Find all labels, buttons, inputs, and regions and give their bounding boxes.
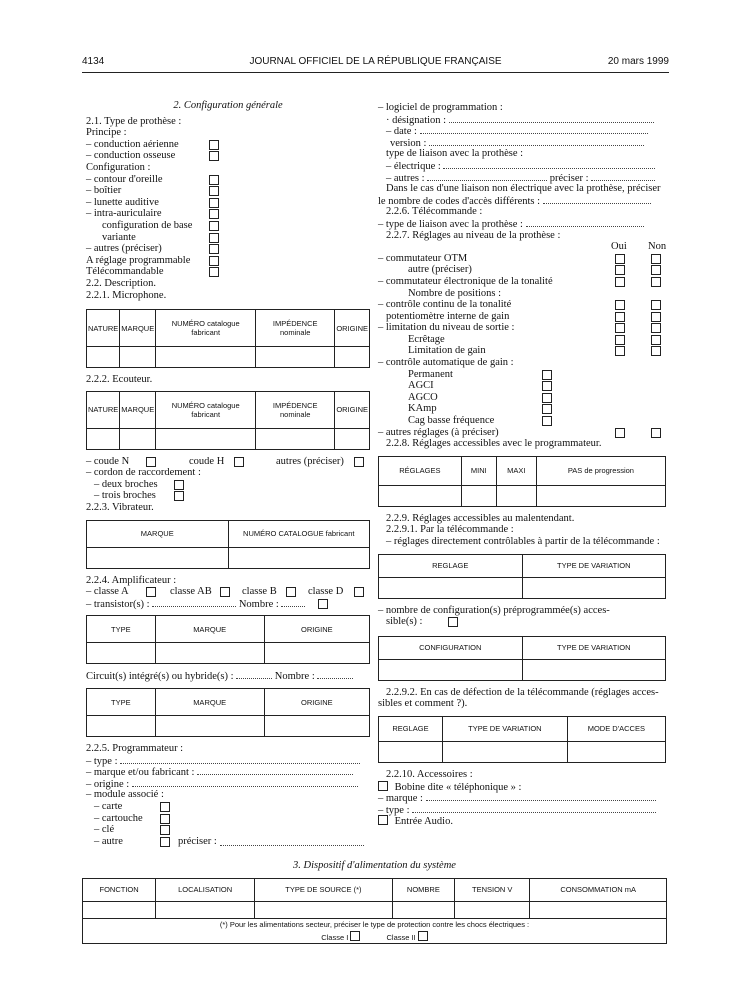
reglages-directs-label: – réglages directement contrôlables à partir de la télécommande :: [386, 536, 660, 547]
table-header: TYPE: [87, 616, 156, 643]
dans-cas-line2: le nombre de codes d'accès différents :: [378, 195, 541, 207]
classe-ab-checkbox[interactable]: [220, 587, 230, 597]
bobine-marque-field[interactable]: [426, 792, 656, 801]
ecouteur-table: [86, 391, 370, 450]
cag-label: – contrôle automatique de gain :: [378, 357, 514, 369]
classe-b-checkbox[interactable]: [286, 587, 296, 597]
table-cell[interactable]: [87, 547, 229, 568]
trois-broches-checkbox[interactable]: [174, 491, 184, 501]
oui-label: Oui: [611, 241, 627, 253]
coude-h-checkbox[interactable]: [234, 457, 244, 467]
table-cell[interactable]: [379, 485, 462, 506]
otm-autre-oui-checkbox[interactable]: [615, 265, 625, 275]
boitier-label: – boîtier: [86, 185, 122, 197]
table-cell[interactable]: [496, 485, 536, 506]
otm-non-checkbox[interactable]: [651, 254, 661, 264]
table-header: ORIGINE: [264, 689, 369, 716]
designation-label: · désignation :: [386, 114, 447, 126]
cag-bf-label: Cag basse fréquence: [408, 415, 495, 427]
liaison-preciser-label: préciser :: [549, 172, 589, 184]
table-header: IMPÉDENCE nominale: [256, 310, 335, 347]
cag-bf-checkbox[interactable]: [542, 416, 552, 426]
table-cell[interactable]: [87, 428, 120, 449]
table-header: MAXI: [496, 456, 536, 485]
bobine-marque-label: – marque :: [378, 793, 423, 805]
heading-2-2-7: 2.2.7. Réglages au niveau de la prothèse :: [386, 229, 561, 241]
reglage-prog-label: A réglage programmable: [86, 254, 191, 266]
module-label: – module associé :: [86, 789, 164, 801]
electrique-label: – électrique :: [386, 160, 441, 172]
telecommandable-checkbox[interactable]: [209, 267, 219, 277]
table-cell[interactable]: [256, 347, 335, 368]
nb-config-checkbox[interactable]: [448, 617, 458, 627]
table-header: NOMBRE: [392, 878, 454, 901]
transistors-checkbox[interactable]: [318, 599, 328, 609]
table-header: MARQUE: [155, 616, 264, 643]
otm-autre-non-checkbox[interactable]: [651, 265, 661, 275]
entree-audio-label: Entrée Audio.: [394, 816, 453, 828]
heading-2-2-4: 2.2.4. Amplificateur :: [86, 574, 177, 586]
prog-origine-label: – origine :: [86, 778, 130, 790]
table-cell[interactable]: [156, 428, 256, 449]
contour-label: – contour d'oreille: [86, 173, 163, 185]
table-header: TYPE DE SOURCE (*): [255, 878, 393, 901]
ecouteur-table-wrap: [86, 391, 370, 450]
heading-2-2-9-2-b: sibles et comment ?).: [378, 698, 468, 710]
limit-gain-label: Limitation de gain: [408, 345, 486, 357]
nb-config-line1: – nombre de configuration(s) préprogrammée(s) acces-: [378, 604, 610, 616]
deux-broches-label: – deux broches: [94, 478, 158, 490]
table-header: TYPE DE VARIATION: [443, 716, 568, 741]
defection-table: [378, 716, 666, 763]
electrique-field[interactable]: [443, 160, 655, 169]
telecommandable-label: Télécommandable: [86, 266, 164, 278]
table-header: TENSION V: [455, 878, 530, 901]
designation-field[interactable]: [449, 114, 654, 123]
ecretage-label: Ecrêtage: [408, 333, 445, 345]
table-cell[interactable]: [335, 347, 370, 368]
aerienne-checkbox[interactable]: [209, 140, 219, 150]
table-header: FONCTION: [83, 878, 156, 901]
table-header: REGLAGE: [379, 716, 443, 741]
footnote-text: (*) Pour les alimentations secteur, préciser le type de protection contre les chocs électriques :: [219, 919, 530, 929]
controle-oui-checkbox[interactable]: [615, 300, 625, 310]
autres-label: – autres (préciser): [86, 243, 162, 255]
defection-table-wrap: [378, 716, 666, 763]
principe-label: Principe :: [86, 127, 127, 139]
heading-2-2-2: 2.2.2. Ecouteur.: [86, 374, 153, 386]
autre-label: – autre: [94, 835, 123, 847]
table-header: MARQUE: [120, 310, 156, 347]
table-cell[interactable]: [392, 901, 454, 918]
coude-n-checkbox[interactable]: [146, 457, 156, 467]
autres-checkbox[interactable]: [209, 244, 219, 254]
alimentation-footnote: [83, 918, 667, 943]
table-cell[interactable]: [264, 716, 369, 737]
carte-label: – carte: [94, 801, 123, 812]
table-cell[interactable]: [83, 901, 156, 918]
table-cell[interactable]: [156, 901, 255, 918]
bobine-type-label: – type :: [378, 804, 410, 816]
table-cell[interactable]: [455, 901, 530, 918]
table-cell[interactable]: [156, 347, 256, 368]
alimentation-table-wrap: [82, 878, 667, 944]
nb-positions-label: Nombre de positions :: [408, 287, 502, 299]
heading-2-2: 2.2. Description.: [86, 277, 156, 289]
prog-origine-field[interactable]: [132, 778, 358, 787]
section-2-title: 2. Configuration générale: [173, 100, 283, 111]
logiciel-label: – logiciel de programmation :: [378, 102, 503, 113]
table-cell[interactable]: [155, 716, 264, 737]
table-header: ORIGINE: [335, 310, 370, 347]
table-cell[interactable]: [228, 547, 370, 568]
agco-label: AGCO: [408, 391, 438, 403]
intra-label: – intra-auriculaire: [86, 208, 162, 220]
osseuse-checkbox[interactable]: [209, 151, 219, 161]
cordon-label: – cordon de raccordement :: [86, 467, 201, 479]
agco-checkbox[interactable]: [542, 393, 552, 403]
table-header: MINI: [461, 456, 496, 485]
configuration-label: Configuration :: [86, 161, 151, 173]
heading-2-2-9: 2.2.9. Réglages accessibles au malentendant.: [386, 512, 575, 524]
permanent-label: Permanent: [408, 368, 453, 380]
autre-preciser-label: préciser :: [178, 835, 217, 847]
table-cell[interactable]: [120, 428, 156, 449]
journal-title: JOURNAL OFFICIEL DE LA RÉPUBLIQUE FRANÇAISE: [249, 56, 502, 67]
base-checkbox[interactable]: [209, 221, 219, 231]
classe-d-label: classe D: [308, 586, 344, 598]
classe-a-label: – classe A: [86, 586, 129, 598]
table-header: REGLAGE: [379, 554, 523, 577]
autre-preciser-field[interactable]: [220, 837, 364, 846]
table-cell[interactable]: [120, 347, 156, 368]
heading-2-1: 2.1. Type de prothèse :: [86, 115, 182, 127]
dans-cas-line1: Dans le cas d'une liaison non électrique avec la prothèse, préciser: [386, 183, 661, 195]
classe-1-label: Classe I: [321, 932, 349, 942]
classe-ab-label: classe AB: [170, 586, 212, 598]
table-cell[interactable]: [87, 643, 156, 664]
carte-checkbox[interactable]: [160, 802, 170, 812]
heading-2-2-6: 2.2.6. Télécommande :: [386, 206, 483, 218]
prog-table-wrap: [378, 456, 666, 507]
table-header: IMPÉDENCE nominale: [256, 391, 335, 428]
version-field[interactable]: [429, 137, 644, 146]
intra-checkbox[interactable]: [209, 209, 219, 219]
osseuse-label: – conduction osseuse: [86, 150, 176, 162]
table-header: CONSOMMATION mA: [530, 878, 667, 901]
deux-broches-checkbox[interactable]: [174, 480, 184, 490]
classe-2-label: Classe II: [386, 932, 416, 942]
variante-label: variante: [102, 231, 136, 243]
section-3-title: 3. Dispositif d'alimentation du système: [293, 860, 456, 871]
autres-preciser-label: autres (préciser): [276, 455, 344, 467]
liaison-autres-label: – autres :: [386, 172, 425, 184]
nb-config-line2: sible(s) :: [386, 616, 423, 628]
classe-d-checkbox[interactable]: [354, 587, 364, 597]
version-label: version :: [390, 137, 427, 149]
agci-checkbox[interactable]: [542, 381, 552, 391]
coude-n-label: – coude N: [86, 455, 130, 467]
type-liaison-label: type de liaison avec la prothèse :: [386, 148, 524, 160]
config-table: [378, 636, 666, 681]
table-header: TYPE DE VARIATION: [522, 636, 666, 659]
bobine-checkbox[interactable]: [378, 781, 388, 791]
table-cell[interactable]: [335, 428, 370, 449]
permanent-checkbox[interactable]: [542, 370, 552, 380]
variante-checkbox[interactable]: [209, 233, 219, 243]
left-column: [86, 100, 370, 847]
ecretage-oui-checkbox[interactable]: [615, 335, 625, 345]
telec-liaison-label: – type de liaison avec la prothèse :: [378, 218, 523, 230]
heading-2-2-8: 2.2.8. Réglages accessibles avec le programmateur.: [386, 438, 602, 450]
table-cell[interactable]: [536, 485, 665, 506]
table-header: MARQUE: [155, 689, 264, 716]
limit-gain-non-checkbox[interactable]: [651, 346, 661, 356]
prog-marque-label: – marque et/ou fabricant :: [86, 767, 195, 779]
table-cell[interactable]: [379, 659, 523, 680]
table-cell[interactable]: [87, 347, 120, 368]
boitier-checkbox[interactable]: [209, 186, 219, 196]
table-cell[interactable]: [87, 716, 156, 737]
potent-label: potentiomètre interne de gain: [386, 310, 510, 322]
table-cell[interactable]: [530, 901, 667, 918]
vibrateur-table: [86, 520, 370, 569]
heading-2-2-5: 2.2.5. Programmateur :: [86, 743, 184, 755]
microphone-table: [86, 309, 370, 368]
otm-oui-checkbox[interactable]: [615, 254, 625, 264]
table-cell[interactable]: [461, 485, 496, 506]
bobine-label: Bobine dite « téléphonique » :: [394, 781, 522, 793]
table-header: TYPE DE VARIATION: [522, 554, 666, 577]
date-field[interactable]: [420, 125, 648, 134]
heading-2-2-9-2-a: 2.2.9.2. En cas de défection de la télécommande (réglages acces-: [386, 686, 659, 698]
prog-type-label: – type :: [86, 755, 118, 767]
ecretage-non-checkbox[interactable]: [651, 335, 661, 345]
autre-checkbox[interactable]: [160, 837, 170, 847]
table-header: RÉGLAGES: [379, 456, 462, 485]
classe-b-label: classe B: [242, 586, 277, 598]
nombre-label: Nombre :: [238, 598, 279, 610]
table-header: TYPE: [87, 689, 156, 716]
table-header: NUMÉRO CATALOGUE fabricant: [228, 520, 370, 547]
table-cell[interactable]: [522, 659, 666, 680]
controle-non-checkbox[interactable]: [651, 300, 661, 310]
page-header: [82, 56, 669, 70]
right-column: [378, 102, 666, 827]
section-3: [82, 860, 667, 950]
contour-checkbox[interactable]: [209, 175, 219, 185]
potent-oui-checkbox[interactable]: [615, 312, 625, 322]
coude-h-label: coude H: [189, 455, 225, 467]
issue-date: 20 mars 1999: [607, 56, 669, 67]
circuits-label: Circuit(s) intégré(s) ou hybride(s) :: [86, 671, 234, 683]
table-header: NUMÉRO catalogue fabricant: [156, 310, 256, 347]
entree-audio-checkbox[interactable]: [378, 815, 388, 825]
table-header: ORIGINE: [335, 391, 370, 428]
transistors-field[interactable]: [152, 598, 236, 607]
lunette-checkbox[interactable]: [209, 198, 219, 208]
otm-autre-label: autre (préciser): [408, 264, 472, 276]
prog-marque-field[interactable]: [197, 766, 353, 775]
classe-2-checkbox[interactable]: [418, 931, 428, 941]
amp-table-1-wrap: [86, 615, 370, 664]
heading-2-2-10: 2.2.10. Accessoires :: [386, 768, 473, 780]
alimentation-table: [82, 878, 667, 944]
aerienne-label: – conduction aérienne: [86, 138, 179, 150]
heading-2-2-1: 2.2.1. Microphone.: [86, 289, 167, 301]
prog-type-field[interactable]: [120, 755, 360, 764]
commut-ton-label: – commutateur électronique de la tonalité: [378, 275, 553, 287]
amp-table-1: [86, 615, 370, 664]
limitation-oui-checkbox[interactable]: [615, 323, 625, 333]
table-header: NUMÉRO catalogue fabricant: [156, 391, 256, 428]
table-header: NATURE: [87, 391, 120, 428]
telec-liaison-field[interactable]: [526, 218, 644, 227]
cle-checkbox[interactable]: [160, 825, 170, 835]
amp-table-2: [86, 688, 370, 737]
table-header: NATURE: [87, 310, 120, 347]
otm-label: – commutateur OTM: [378, 252, 468, 264]
telec-table: [378, 554, 666, 599]
limitation-label: – limitation du niveau de sortie :: [378, 322, 515, 334]
config-table-wrap: [378, 636, 666, 681]
microphone-table-wrap: [86, 309, 370, 368]
table-cell[interactable]: [379, 741, 443, 762]
classe-a-checkbox[interactable]: [146, 587, 156, 597]
page-number: 4134: [82, 56, 105, 67]
table-header: MARQUE: [120, 391, 156, 428]
non-label: Non: [648, 241, 667, 253]
controle-label: – contrôle continu de la tonalité: [378, 299, 512, 311]
table-header: MODE D'ACCES: [567, 716, 665, 741]
nombre2-label: Nombre :: [274, 671, 315, 683]
table-header: ORIGINE: [264, 616, 369, 643]
vibrateur-table-wrap: [86, 520, 370, 569]
base-label: configuration de base: [102, 219, 193, 231]
nombre-field[interactable]: [281, 598, 305, 607]
reglage-prog-checkbox[interactable]: [209, 256, 219, 266]
table-cell[interactable]: [567, 741, 665, 762]
table-header: PAS de progression: [536, 456, 665, 485]
header-rule: [82, 72, 669, 73]
commut-ton-oui-checkbox[interactable]: [615, 277, 625, 287]
heading-2-2-3: 2.2.3. Vibrateur.: [86, 502, 154, 514]
nombre2-field[interactable]: [317, 670, 353, 679]
kamp-label: KAmp: [408, 403, 437, 415]
classe-1-checkbox[interactable]: [350, 931, 360, 941]
circuits-field[interactable]: [236, 670, 272, 679]
table-header: MARQUE: [87, 520, 229, 547]
bobine-type-field[interactable]: [412, 804, 656, 813]
limit-gain-oui-checkbox[interactable]: [615, 346, 625, 356]
table-cell[interactable]: [256, 428, 335, 449]
table-header: LOCALISATION: [156, 878, 255, 901]
potent-non-checkbox[interactable]: [651, 312, 661, 322]
table-cell[interactable]: [255, 901, 393, 918]
commut-ton-non-checkbox[interactable]: [651, 277, 661, 287]
codes-acces-field[interactable]: [543, 195, 651, 204]
table-cell[interactable]: [155, 643, 264, 664]
amp-table-2-wrap: [86, 688, 370, 737]
table-cell[interactable]: [443, 741, 568, 762]
cartouche-label: – cartouche: [94, 812, 143, 824]
table-header: CONFIGURATION: [379, 636, 523, 659]
table-cell[interactable]: [264, 643, 369, 664]
autres-reglages-oui-checkbox[interactable]: [615, 428, 625, 438]
table-cell[interactable]: [379, 577, 523, 598]
transistors-label: – transistor(s) :: [86, 598, 150, 610]
autres-reglages-label: – autres réglages (à préciser): [378, 426, 499, 438]
prog-table: [378, 456, 666, 507]
liaison-preciser-field[interactable]: [591, 172, 655, 181]
table-cell[interactable]: [522, 577, 666, 598]
autres-reglages-non-checkbox[interactable]: [651, 428, 661, 438]
agci-label: AGCI: [408, 380, 434, 392]
liaison-autres-field[interactable]: [427, 172, 547, 181]
date-label: – date :: [386, 126, 417, 138]
limitation-non-checkbox[interactable]: [651, 323, 661, 333]
lunette-label: – lunette auditive: [86, 196, 159, 208]
cle-label: – clé: [94, 824, 115, 836]
cartouche-checkbox[interactable]: [160, 814, 170, 824]
heading-2-2-9-1: 2.2.9.1. Par la télécommande :: [386, 524, 514, 536]
trois-broches-label: – trois broches: [94, 490, 156, 502]
kamp-checkbox[interactable]: [542, 404, 552, 414]
autres-preciser-checkbox[interactable]: [354, 457, 364, 467]
telec-table-wrap: [378, 554, 666, 599]
